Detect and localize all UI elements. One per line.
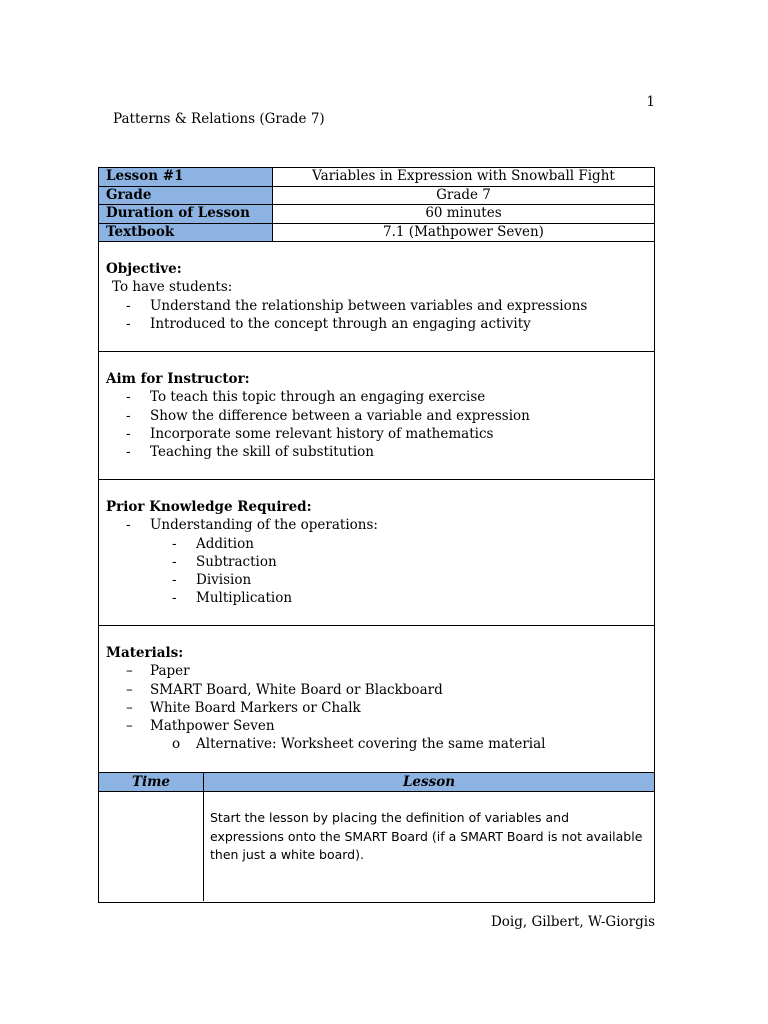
list-item: - Teaching the skill of substitution bbox=[126, 444, 374, 461]
objective-section bbox=[99, 242, 654, 352]
info-row-grade bbox=[99, 187, 654, 206]
dash-bullet: - bbox=[172, 535, 177, 552]
list-item: - Subtraction bbox=[172, 553, 277, 570]
dash-bullet: - bbox=[126, 407, 131, 424]
duration-label: Duration of Lesson bbox=[99, 205, 273, 223]
list-item: – SMART Board, White Board or Blackboard bbox=[126, 681, 443, 698]
dash-bullet: - bbox=[126, 444, 131, 461]
materials-list bbox=[106, 662, 654, 753]
textbook-value: 7.1 (Mathpower Seven) bbox=[383, 223, 544, 240]
table-row bbox=[99, 792, 654, 901]
list-item: - Understanding of the operations: bbox=[126, 517, 378, 534]
prior-knowledge-list bbox=[106, 516, 654, 607]
dash-bullet: - bbox=[172, 572, 177, 589]
list-item: – Mathpower Seven bbox=[126, 718, 275, 735]
list-item: - Introduced to the concept through an engaging activity bbox=[126, 315, 531, 332]
grade-value: Grade 7 bbox=[436, 186, 491, 203]
list-item: - Incorporate some relevant history of mathematics bbox=[126, 425, 494, 442]
list-item: - Multiplication bbox=[172, 590, 293, 607]
list-item: – Paper bbox=[126, 663, 190, 680]
dash-bullet: - bbox=[126, 517, 131, 534]
lesson-cell: Start the lesson by placing the definition of variables and expressions onto the SMART Board (if a SMART Board is not available then just a white board). bbox=[210, 810, 643, 862]
list-item: - Division bbox=[172, 572, 252, 589]
time-column-header: Time bbox=[99, 773, 204, 791]
dash-bullet: - bbox=[172, 590, 177, 607]
info-row-duration bbox=[99, 205, 654, 224]
dash-bullet: – bbox=[126, 718, 133, 735]
page-number: 1 bbox=[646, 94, 655, 110]
prior-knowledge-section bbox=[99, 480, 654, 626]
prior-knowledge-heading: Prior Knowledge Required: bbox=[106, 499, 312, 515]
dash-bullet: – bbox=[126, 681, 133, 698]
list-item: o Alternative: Worksheet covering the same material bbox=[172, 736, 546, 753]
document-title: Patterns & Relations (Grade 7) bbox=[113, 111, 325, 127]
info-row-textbook bbox=[99, 224, 654, 243]
objective-list bbox=[106, 297, 654, 334]
lesson-plan-table bbox=[98, 167, 655, 903]
list-item: - Addition bbox=[172, 535, 254, 552]
dash-bullet: - bbox=[126, 389, 131, 406]
dash-bullet: - bbox=[126, 315, 131, 332]
footer-authors: Doig, Gilbert, W-Giorgis bbox=[490, 914, 655, 930]
aim-section bbox=[99, 352, 654, 480]
materials-section bbox=[99, 626, 654, 773]
list-item: - Show the difference between a variable and expression bbox=[126, 407, 530, 424]
objective-intro: To have students: bbox=[112, 279, 233, 296]
list-item: – White Board Markers or Chalk bbox=[126, 699, 361, 716]
list-item: - To teach this topic through an engaging exercise bbox=[126, 389, 486, 406]
dash-bullet: - bbox=[126, 425, 131, 442]
lesson-label: Lesson #1 bbox=[99, 168, 273, 186]
list-item: - Understand the relationship between variables and expressions bbox=[126, 297, 588, 314]
duration-value: 60 minutes bbox=[425, 205, 502, 221]
textbook-label: Textbook bbox=[99, 224, 273, 242]
circle-bullet: o bbox=[172, 736, 181, 753]
dash-bullet: – bbox=[126, 663, 133, 680]
objective-heading: Objective: bbox=[106, 261, 182, 277]
time-cell bbox=[99, 792, 204, 901]
info-row-lesson bbox=[99, 168, 654, 187]
lesson-value: Variables in Expression with Snowball Fight bbox=[312, 168, 615, 184]
dash-bullet: – bbox=[126, 699, 133, 716]
materials-heading: Materials: bbox=[106, 645, 184, 661]
aim-list bbox=[106, 388, 654, 461]
dash-bullet: - bbox=[172, 553, 177, 570]
dash-bullet: - bbox=[126, 297, 131, 314]
grade-label: Grade bbox=[99, 187, 273, 205]
lesson-table-header bbox=[99, 773, 654, 792]
aim-heading: Aim for Instructor: bbox=[106, 371, 250, 387]
lesson-column-header: Lesson bbox=[402, 774, 456, 790]
